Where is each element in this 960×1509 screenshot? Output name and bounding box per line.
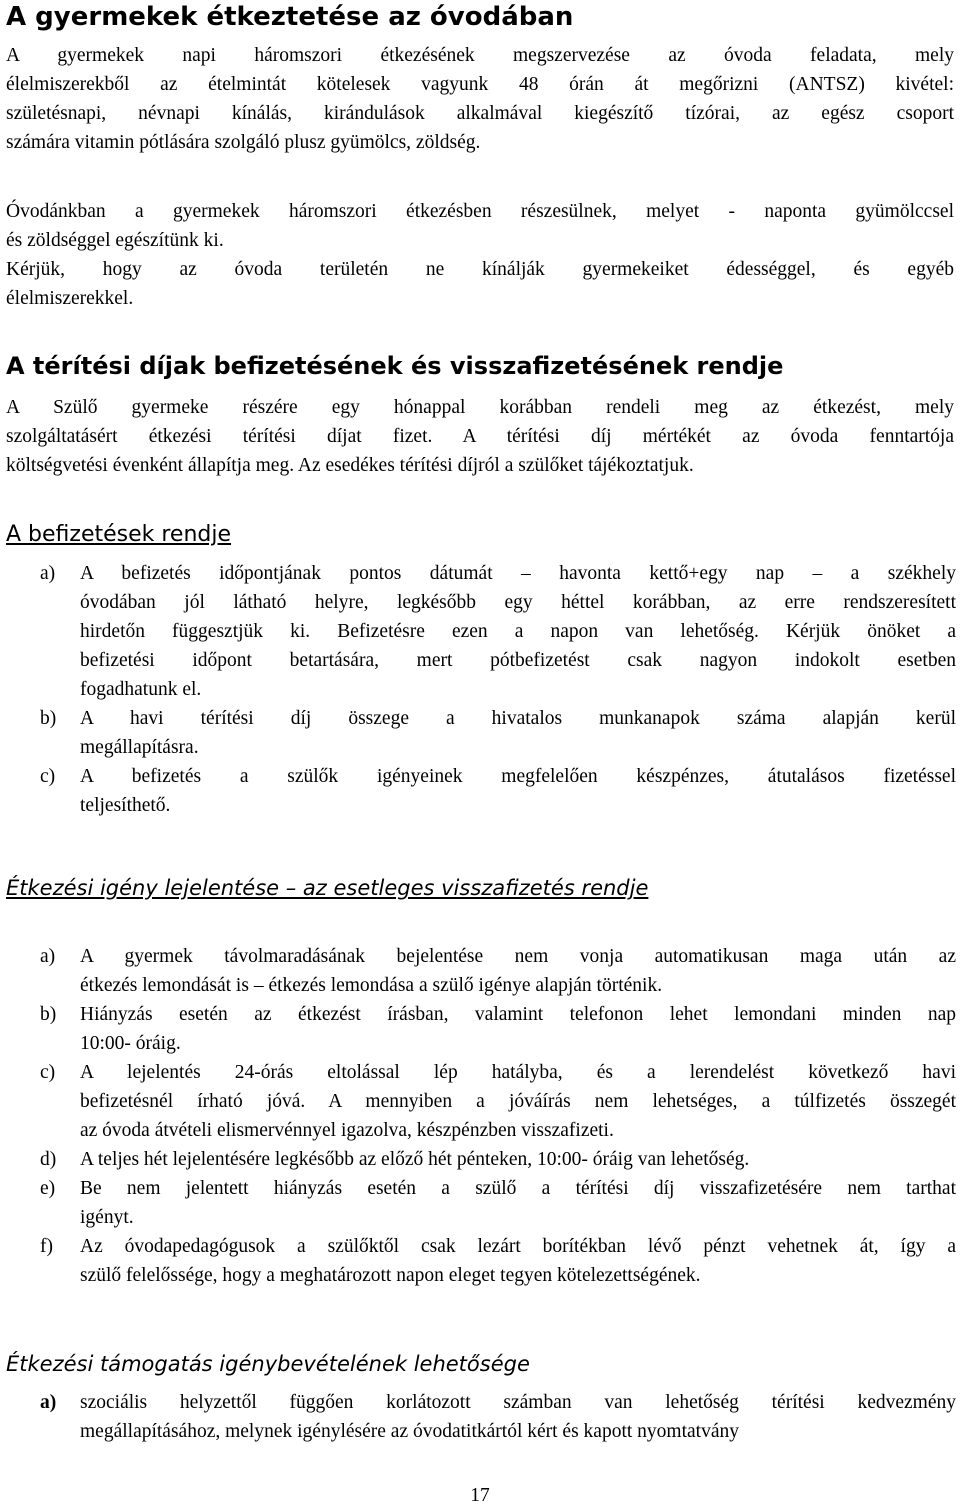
page-title: A gyermekek étkeztetése az óvodában	[6, 2, 574, 32]
text-line: szolgáltatásért étkezési térítési díjat fizet. A térítési díj mértékét az óvoda fenntartója	[6, 426, 954, 447]
list-marker: b)	[40, 708, 57, 729]
section-heading-support: Étkezési támogatás igénybevételének lehetősége	[6, 1352, 530, 1376]
list-item	[0, 942, 960, 1000]
text-line: és zöldséggel egészítünk ki.	[6, 230, 224, 251]
text-line: A befizetés a szülők igényeinek megfelelően készpénzes, átutalásos fizetéssel	[80, 766, 956, 787]
text-line: A havi térítési díj összege a hivatalos munkanapok száma alapján kerül	[80, 708, 956, 729]
text-line: óvodában jól látható helyre, legkésőbb egy héttel korábban, az erre rendszeresített	[80, 592, 956, 613]
text-line: megállapításához, melynek igénylésére az óvodatitkártól kért és kapott nyomtatvány	[80, 1421, 739, 1442]
text-line: Be nem jelentett hiányzás esetén a szülő a térítési díj visszafizetésére nem tarthat	[80, 1178, 956, 1199]
text-line: költségvetési évenként állapítja meg. Az esedékes térítési díjról a szülőket tájékoztatjuk.	[6, 455, 694, 476]
text-line: fogadhatunk el.	[80, 679, 202, 700]
text-line: szociális helyzettől függően korlátozott számban van lehetőség térítési kedvezmény	[80, 1392, 956, 1413]
support-list	[0, 1388, 960, 1446]
text-line: Hiányzás esetén az étkezést írásban, valamint telefonon lehet lemondani minden nap	[80, 1004, 956, 1025]
fees-paragraph	[6, 393, 954, 480]
intro-paragraph-3	[6, 255, 954, 313]
list-item	[0, 1000, 960, 1058]
text-line: befizetésnél írható jóvá. A mennyiben a jóváírás nem lehetséges, a túlfizetés összegét	[80, 1091, 956, 1112]
list-item	[0, 1145, 960, 1174]
text-line: Kérjük, hogy az óvoda területén ne kínálják gyermekeiket édességgel, és egyéb	[6, 259, 954, 280]
text-line: A befizetés időpontjának pontos dátumát – havonta kettő+egy nap – a székhely	[80, 563, 956, 584]
section-heading-payments: A befizetések rendje	[6, 522, 232, 547]
list-marker: a)	[40, 563, 56, 584]
list-item	[0, 559, 960, 704]
text-line: az óvoda átvételi elismervénnyel igazolva, készpénzben visszafizeti.	[80, 1120, 614, 1141]
text-line: szülő felelőssége, hogy a meghatározott napon eleget tegyen kötelezettségének.	[80, 1265, 701, 1286]
text-line: teljesíthető.	[80, 795, 171, 816]
page-number: 17	[470, 1485, 490, 1506]
list-item	[0, 762, 960, 820]
list-item	[0, 1174, 960, 1232]
list-marker: a)	[40, 1392, 57, 1413]
list-marker: b)	[40, 1004, 57, 1025]
section-heading-cancel: Étkezési igény lejelentése – az esetleges visszafizetés rendje	[6, 876, 649, 900]
list-marker: c)	[40, 766, 56, 787]
text-line: A gyermekek napi háromszori étkezésének megszervezése az óvoda feladata, mely	[6, 45, 954, 66]
text-line: A teljes hét lejelentésére legkésőbb az előző hét pénteken, 10:00- óráig van lehetőség.	[80, 1149, 750, 1170]
list-item	[0, 1058, 960, 1145]
list-marker: c)	[40, 1062, 56, 1083]
list-marker: a)	[40, 946, 56, 967]
section-heading-fees: A térítési díjak befizetésének és visszafizetésének rendje	[6, 352, 784, 380]
text-line: A lejelentés 24-órás eltolással lép hatályba, és a lerendelést következő havi	[80, 1062, 956, 1083]
list-item	[0, 1388, 960, 1446]
list-marker: d)	[40, 1149, 57, 1170]
text-line: 10:00- óráig.	[80, 1033, 181, 1054]
list-item	[0, 704, 960, 762]
text-line: megállapításra.	[80, 737, 199, 758]
text-line: születésnapi, névnapi kínálás, kirándulások alkalmával kiegészítő tízórai, az egész csoport	[6, 103, 954, 124]
text-line: élelmiszerekből az ételmintát kötelesek vagyunk 48 órán át megőrizni (ANTSZ) kivétel:	[6, 74, 954, 95]
text-line: A gyermek távolmaradásának bejelentése nem vonja automatikusan maga után az	[80, 946, 956, 967]
intro-paragraph-2	[6, 197, 954, 255]
cancel-list	[0, 942, 960, 1290]
text-line: Az óvodapedagógusok a szülőktől csak lezárt borítékban lévő pénzt vehetnek át, így a	[80, 1236, 956, 1257]
payments-list	[0, 559, 960, 820]
text-line: Óvodánkban a gyermekek háromszori étkezésben részesülnek, melyet - naponta gyümölccsel	[6, 201, 954, 222]
list-marker: f)	[40, 1236, 53, 1257]
text-line: igényt.	[80, 1207, 134, 1228]
intro-paragraph-1	[6, 41, 954, 157]
text-line: A Szülő gyermeke részére egy hónappal korábban rendeli meg az étkezést, mely	[6, 397, 954, 418]
text-line: élelmiszerekkel.	[6, 288, 134, 309]
text-line: hirdetőn függesztjük ki. Befizetésre ezen a napon van lehetőség. Kérjük önöket a	[80, 621, 956, 642]
text-line: befizetési időpont betartására, mert pótbefizetést csak nagyon indokolt esetben	[80, 650, 956, 671]
text-line: étkezés lemondását is – étkezés lemondása a szülő igénye alapján történik.	[80, 975, 663, 996]
list-item	[0, 1232, 960, 1290]
list-marker: e)	[40, 1178, 56, 1199]
text-line: számára vitamin pótlására szolgáló plusz gyümölcs, zöldség.	[6, 132, 481, 153]
